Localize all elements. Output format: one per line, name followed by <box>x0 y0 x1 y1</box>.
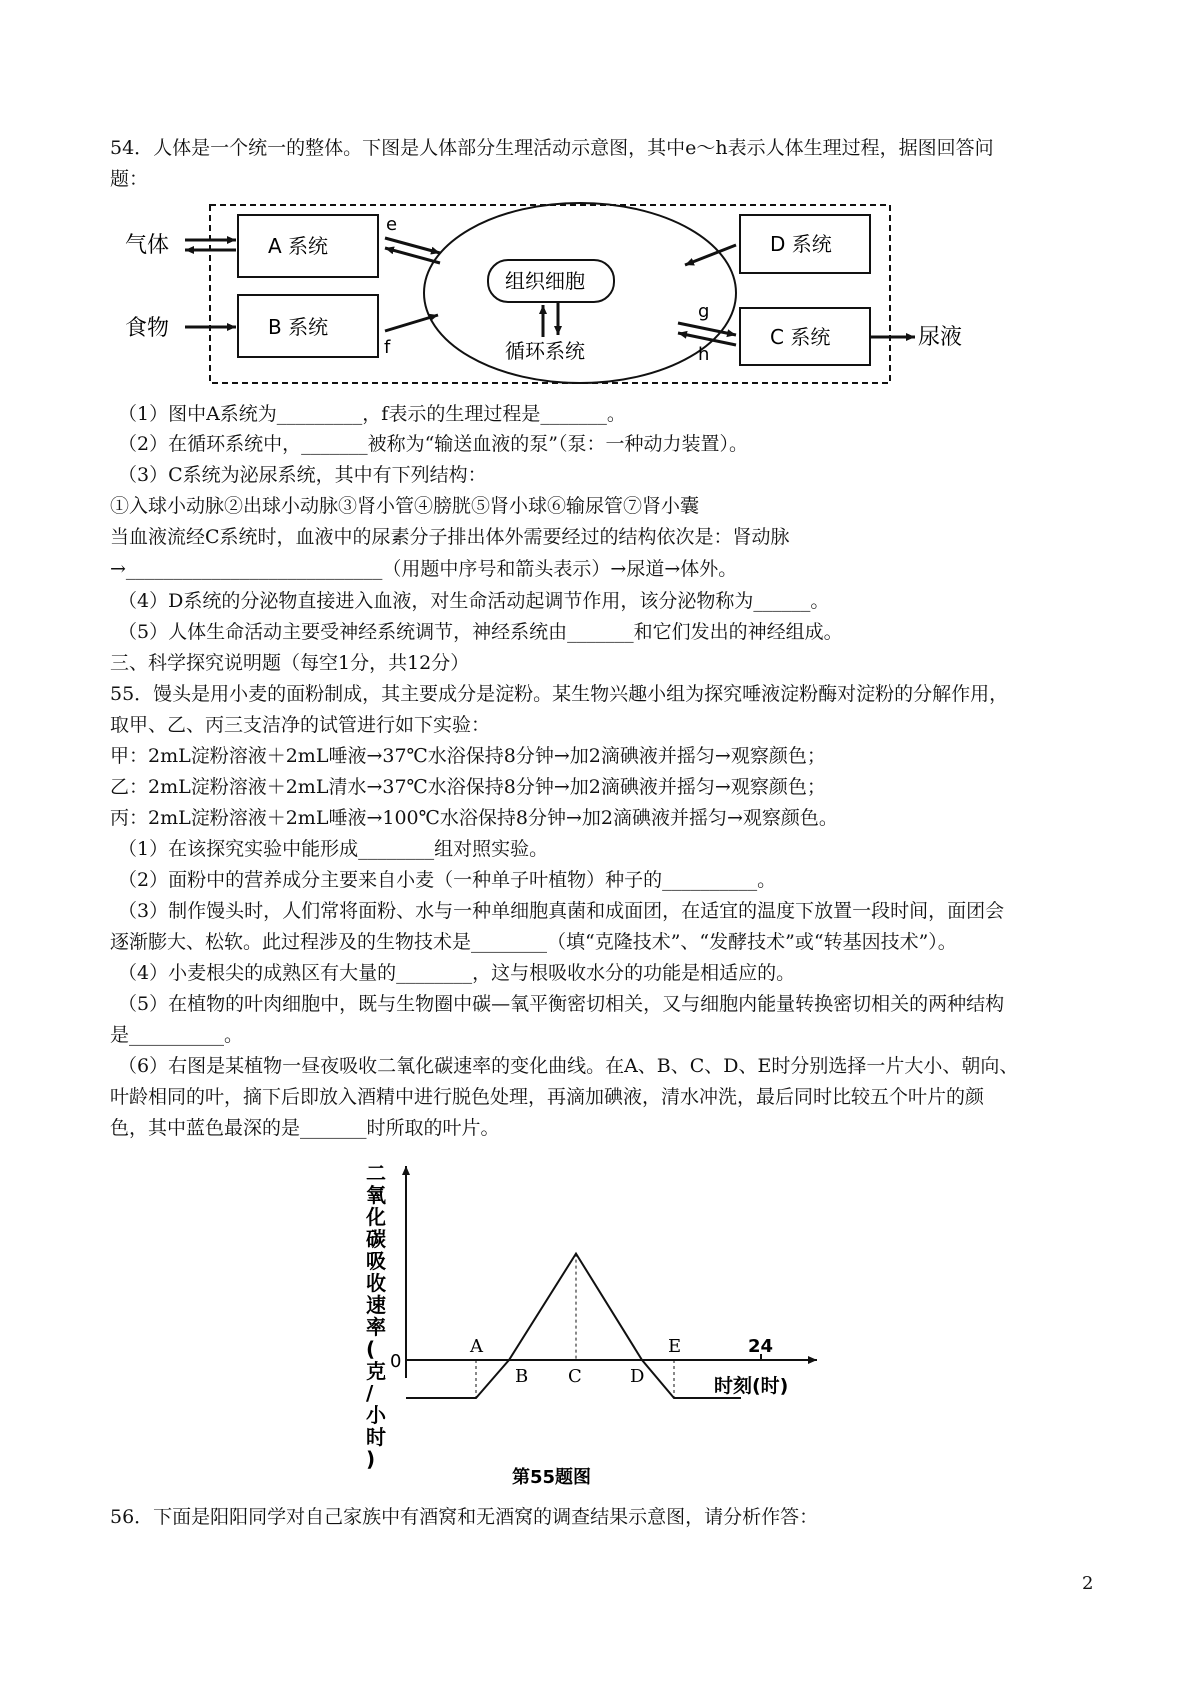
q54-sub3: （3）C系统为泌尿系统，其中有下列结构： <box>118 464 487 486</box>
label-tissue-cells: 组织细胞 <box>505 269 585 293</box>
point-label-d: D <box>630 1366 645 1387</box>
y-label-char: 小 <box>366 1403 386 1427</box>
y-label-char: ) <box>366 1447 376 1471</box>
label-food: 食物 <box>125 316 170 341</box>
label-sys-c: C 系统 <box>770 325 831 349</box>
y-label-char: 收 <box>366 1271 386 1295</box>
q54-intro-line1: 54．人体是一个统一的整体。下图是人体部分生理活动示意图，其中e～h表示人体生理过程，据图回答问 <box>110 137 994 159</box>
y-label-char: 时 <box>366 1425 386 1449</box>
label-g: g <box>698 301 710 322</box>
q55-sub6-line1: （6）右图是某植物一昼夜吸收二氧化碳速率的变化曲线。在A、B、C、D、E时分别选择一片大小、朝向、 <box>118 1055 1019 1077</box>
q55-sub5-line2: 是__________。 <box>110 1024 244 1046</box>
q56-intro: 56．下面是阳阳同学对自己家族中有酒窝和无酒窝的调查结果示意图，请分析作答： <box>110 1506 819 1528</box>
label-f: f <box>384 337 391 358</box>
y-label-char: 碳 <box>366 1227 386 1251</box>
page-number: 2 <box>1082 1573 1094 1594</box>
section-3-heading: 三、科学探究说明题（每空1分，共12分） <box>110 652 470 674</box>
y-axis-label <box>365 1161 387 1471</box>
q55-intro-line2: 取甲、乙、丙三支洁净的试管进行如下实验： <box>110 714 491 736</box>
x-tick-label-24: 24 <box>748 1336 774 1357</box>
label-e: e <box>386 214 398 235</box>
q55-experiment-c: 丙：2mL淀粉溶液＋2mL唾液→100℃水浴保持8分钟→加2滴碘液并摇匀→观察颜色。 <box>110 807 838 829</box>
y-label-char: 二 <box>366 1161 386 1185</box>
q55-sub2: （2）面粉中的营养成分主要来自小麦（一种单子叶植物）种子的__________。 <box>118 869 777 891</box>
q54-sub4: （4）D系统的分泌物直接进入血液，对生命活动起调节作用，该分泌物称为______。 <box>118 590 830 612</box>
q54-sub1: （1）图中A系统为_________，f表示的生理过程是_______。 <box>118 403 626 425</box>
y-label-char: 氧 <box>366 1183 386 1207</box>
label-h: h <box>698 344 710 365</box>
q55-co2-chart <box>362 1160 842 1490</box>
y-label-char: 化 <box>366 1205 386 1229</box>
q55-sub3-line1: （3）制作馒头时，人们常将面粉、水与一种单细胞真菌和成面团，在适宜的温度下放置一段时间，面团会 <box>118 900 1005 922</box>
y-label-char: / <box>366 1381 374 1405</box>
point-label-b: B <box>515 1366 529 1387</box>
q54-sub2: （2）在循环系统中，_______被称为“输送血液的泵”（泵：一种动力装置）。 <box>118 433 749 455</box>
y-label-char: 率 <box>366 1315 386 1339</box>
q55-sub3-line2: 逐渐膨大、松软。此过程涉及的生物技术是________（填“克隆技术”、“发酵技术”或“转基因技术”）。 <box>110 931 957 953</box>
q54-sub3-list: ①入球小动脉②出球小动脉③肾小管④膀胱⑤肾小球⑥输尿管⑦肾小囊 <box>110 495 700 517</box>
q54-intro-line2: 题： <box>110 168 149 190</box>
arrow-f <box>385 315 438 331</box>
q55-sub1: （1）在该探究实验中能形成________组对照实验。 <box>118 838 549 860</box>
q54-sub3-answer: →___________________________（用题中序号和箭头表示）→尿道→体外。 <box>110 558 738 580</box>
q55-sub6-line2: 叶龄相同的叶，摘下后即放入酒精中进行脱色处理，再滴加碘液，清水冲洗，最后同时比较五个叶片的颜 <box>110 1086 985 1108</box>
chart-title: 第55题图 <box>512 1467 592 1488</box>
label-sys-b: B 系统 <box>268 315 329 339</box>
q55-experiment-a: 甲：2mL淀粉溶液＋2mL唾液→37℃水浴保持8分钟→加2滴碘液并摇匀→观察颜色； <box>110 745 826 767</box>
point-label-e: E <box>668 1336 682 1357</box>
point-label-a: A <box>470 1336 483 1357</box>
arrow-g <box>678 323 736 335</box>
q54-diagram <box>0 195 1200 395</box>
y-label-char: ( <box>366 1337 376 1361</box>
label-sys-a: A 系统 <box>268 234 329 258</box>
q55-sub6-line3: 色，其中蓝色最深的是_______时所取的叶片。 <box>110 1117 500 1139</box>
point-label-c: C <box>568 1366 582 1387</box>
arrow-d <box>685 245 736 265</box>
q54-sub3-question: 当血液流经C系统时，血液中的尿素分子排出体外需要经过的结构依次是：肾动脉 <box>110 526 790 548</box>
label-circulatory-system: 循环系统 <box>505 339 585 363</box>
q55-intro-line1: 55．馒头是用小麦的面粉制成，其主要成分是淀粉。某生物兴趣小组为探究唾液淀粉酶对淀粉的分解作用， <box>110 683 1009 705</box>
y-label-char: 克 <box>366 1359 386 1383</box>
q55-sub4: （4）小麦根尖的成熟区有大量的________，这与根吸收水分的功能是相适应的。 <box>118 962 796 984</box>
x-axis-label: 时刻(时) <box>714 1375 789 1397</box>
q55-sub5-line1: （5）在植物的叶肉细胞中，既与生物圈中碳—氧平衡密切相关，又与细胞内能量转换密切相关的两种结构 <box>118 993 1005 1015</box>
label-gas: 气体 <box>125 233 170 258</box>
label-sys-d: D 系统 <box>770 232 832 256</box>
zero-label: 0 <box>390 1351 402 1372</box>
q54-sub5: （5）人体生命活动主要受神经系统调节，神经系统由_______和它们发出的神经组成。 <box>118 621 843 643</box>
y-label-char: 吸 <box>366 1249 386 1273</box>
label-urine: 尿液 <box>918 325 963 350</box>
co2-curve <box>406 1254 741 1398</box>
q55-experiment-b: 乙：2mL淀粉溶液＋2mL清水→37℃水浴保持8分钟→加2滴碘液并摇匀→观察颜色； <box>110 776 826 798</box>
y-label-char: 速 <box>366 1293 386 1317</box>
